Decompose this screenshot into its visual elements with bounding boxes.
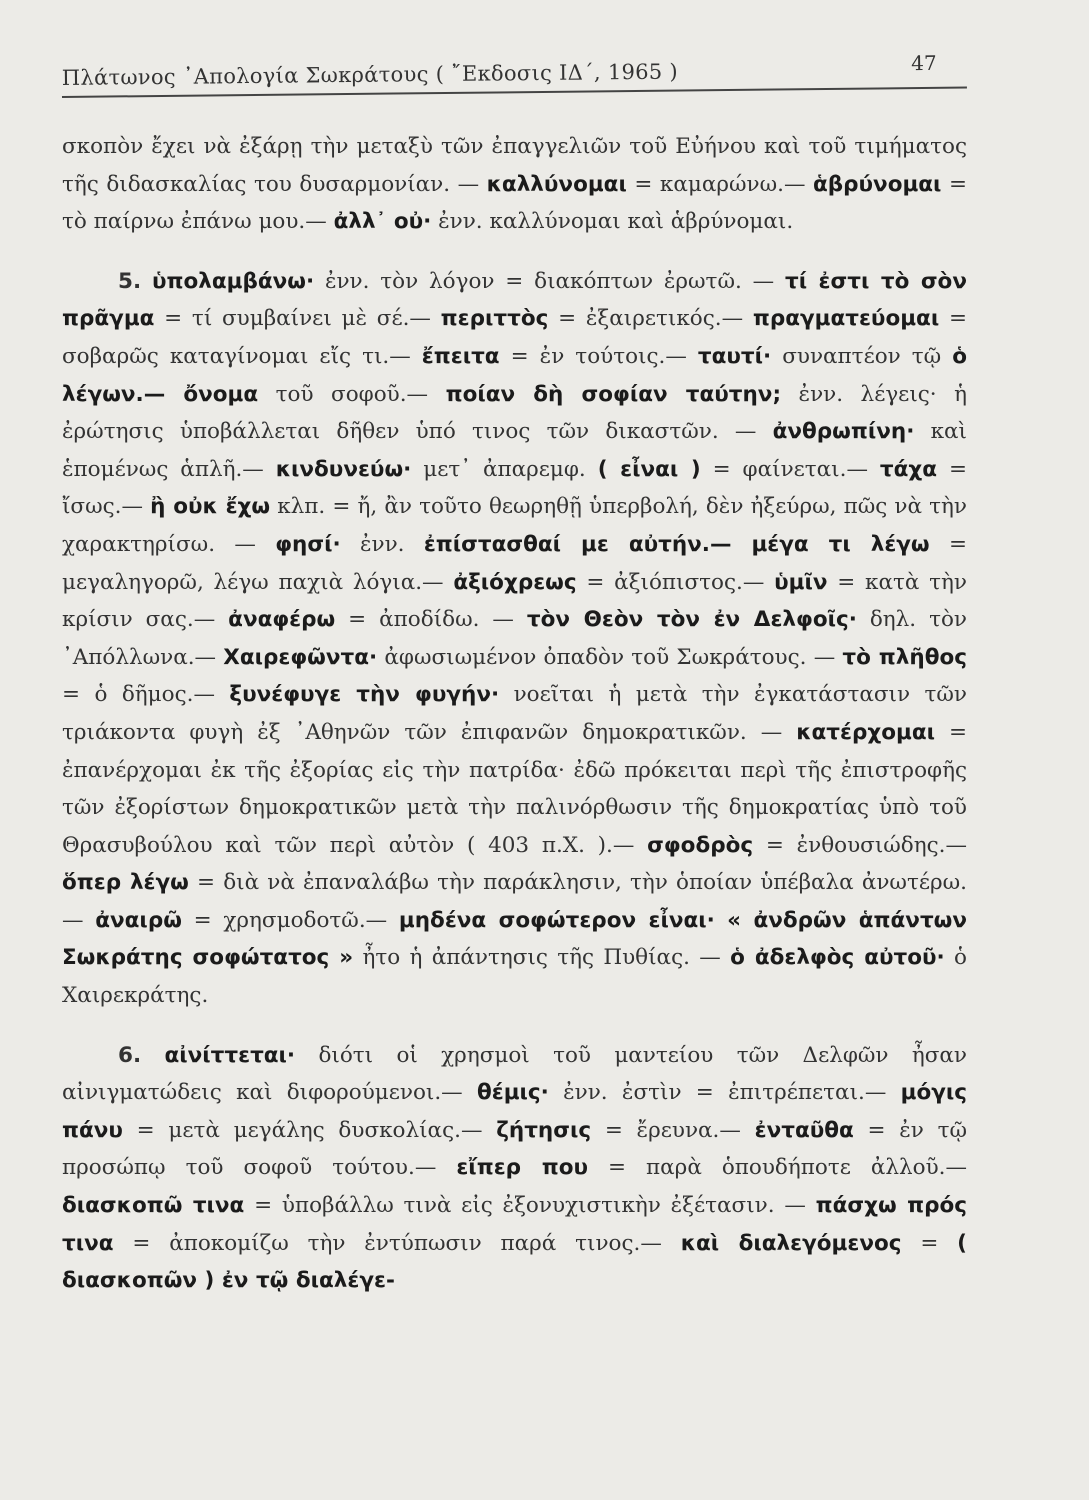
paragraph-continuation: σκοπὸν ἔχει νὰ ἐξάρῃ τὴν μεταξὺ τῶν ἐπαγγελιῶν τοῦ Εὐήνου καὶ τοῦ τιμήματος τῆς διδασκαλίας του δυσαρμονίαν. — καλλύνομαι = καμαρώνω.— ἁβρύνομαι = τὸ παίρνω ἐπάνω μου.— ἀλλ᾽ οὐ· ἐνν. καλλύνομαι καὶ ἁβρύνομαι. [62, 134, 967, 235]
book-page [62, 40, 967, 1470]
paragraph-5: 5. ὑπολαμβάνω· ἐνν. τὸν λόγον = διακόπτων ἐρωτῶ. — τί ἐστι τὸ σὸν πρᾶγμα = τί συμβαίνει μὲ σέ.— περιττὸς = ἐξαιρετικός.— πραγματεύομαι = σοβαρῶς καταγίνομαι εἴς τι.— ἔπειτα = ἐν τούτοις.— ταυτί· συναπτέον τῷ ὁ λέγων.— ὄνομα τοῦ σοφοῦ.— ποίαν δὴ σοφίαν ταύτην; ἐνν. λέγεις· ἡ ἐρώτησις ὑποβάλλεται δῆθεν ὑπό τινος τῶν δικαστῶν. — ἀνθρωπίνη· καὶ ἑπομένως ἁπλῆ.— κινδυνεύω· μετ᾽ ἀπαρεμφ. ( εἶναι ) = φαίνεται.— τάχα = ἴσως.— ἢ οὐκ ἔχω κλπ. = ἤ, ἂν τοῦτο θεωρηθῇ ὑπερβολή, δὲν ἠξεύρω, πῶς νὰ τὴν χαρακτηρίσω. — φησί· ἐνν. ἐπίστασθαί με αὐτήν.— μέγα τι λέγω = μεγαληγορῶ, λέγω παχιὰ λόγια.— ἀξιόχρεως = ἀξιόπιστος.— ὑμῖν = κατὰ τὴν κρίσιν σας.— ἀναφέρω = ἀποδίδω. — τὸν Θεὸν τὸν ἐν Δελφοῖς· δηλ. τὸν ᾽Απόλλωνα.— Χαιρεφῶντα· ἀφωσιωμένον ὀπαδὸν τοῦ Σωκράτους. — τὸ πλῆθος = ὁ δῆμος.— ξυνέφυγε τὴν φυγήν· νοεῖται ἡ μετὰ τὴν ἐγκατάστασιν τῶν τριάκοντα φυγὴ ἐξ ᾽Αθηνῶν τῶν ἐπιφανῶν δημοκρατικῶν. — κατέρχομαι = ἐπανέρχομαι ἐκ τῆς ἐξορίας εἰς τὴν πατρίδα· ἐδῶ πρόκειται περὶ τῆς ἐπιστροφῆς τῶν ἐξορίστων δημοκρατικῶν μετὰ τὴν παλινόρθωσιν τῆς δημοκρατίας ὑπὸ τοῦ Θρασυβούλου καὶ τῶν περὶ αὐτὸν ( 403 π.Χ. ).— σφοδρὸς = ἐνθουσιώδης.— ὅπερ λέγω = διὰ νὰ ἐπαναλάβω τὴν παράκλησιν, τὴν ὁποίαν ὑπέβαλα ἀνωτέρω.— ἀναιρῶ = χρησμοδοτῶ.— μηδένα σοφώτερον εἶναι· « ἀνδρῶν ἁπάντων Σωκράτης σοφώτατος » ἦτο ἡ ἀπάντησις τῆς Πυθίας. — ὁ ἀδελφὸς αὐτοῦ· ὁ Χαιρεκράτης. [62, 268, 968, 1009]
paragraph-number: 5. [118, 268, 142, 294]
paragraph-6: 6. αἰνίττεται· διότι οἱ χρησμοὶ τοῦ μαντείου τῶν Δελφῶν ἦσαν αἰνιγματώδεις καὶ διφορούμενοι.— θέμις· ἐνν. ἐστὶν = ἐπιτρέπεται.— μόγις πάνυ = μετὰ μεγάλης δυσκολίας.— ζήτησις = ἔρευνα.— ἐνταῦθα = ἐν τῷ προσώπῳ τοῦ σοφοῦ τούτου.— εἴπερ που = παρὰ ὁπουδήποτε ἀλλοῦ.— διασκοπῶ τινα = ὑποβάλλω τινὰ εἰς ἐξονυχιστικὴν ἐξέτασιν. — πάσχω πρός τινα = ἀποκομίζω τὴν ἐντύπωσιν παρά τινος.— καὶ διαλεγόμενος = ( διασκοπῶν ) ἐν τῷ διαλέγε- [62, 1042, 968, 1294]
paragraph-number: 6. [118, 1042, 142, 1068]
running-header [61, 31, 967, 98]
page-number: 47 [911, 50, 937, 76]
header-title: Πλάτωνος ᾽Απολογία Σωκράτους ( ῎Εκδοσις ΙΔ΄, 1965 ) [61, 59, 679, 91]
body-text [62, 128, 967, 1300]
